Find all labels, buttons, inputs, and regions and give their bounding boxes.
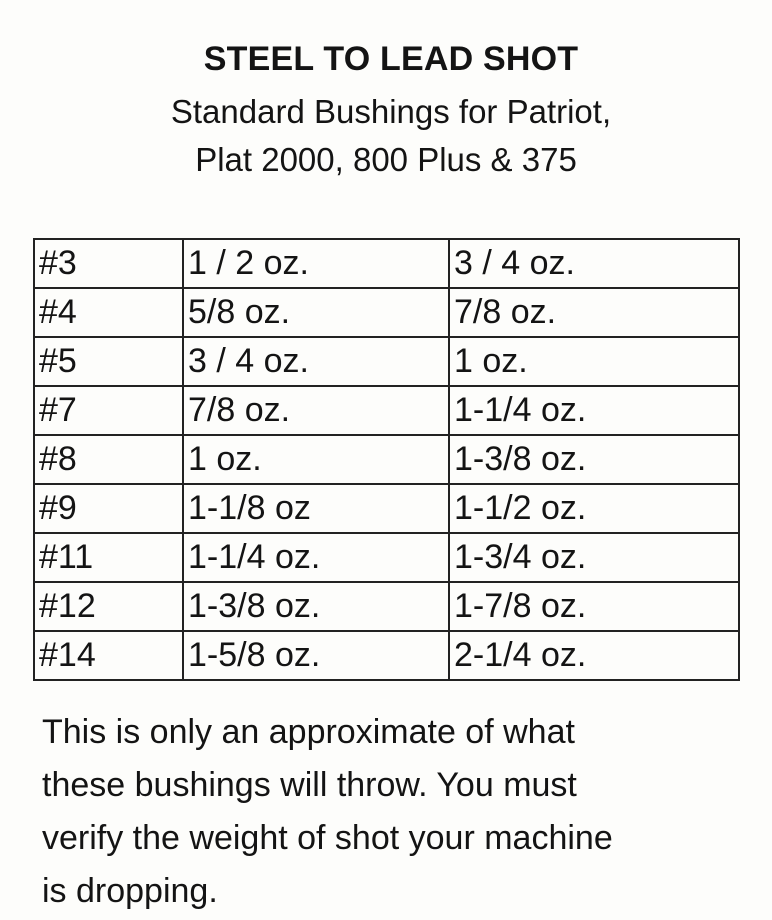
- steel-shot-cell: 3 / 4 oz.: [183, 337, 449, 386]
- lead-shot-cell: 2-1/4 oz.: [449, 631, 739, 680]
- bushing-cell: #7: [34, 386, 183, 435]
- table-row: [34, 484, 739, 533]
- steel-shot-cell: 7/8 oz.: [183, 386, 449, 435]
- table-row: [34, 337, 739, 386]
- steel-shot-cell: 1-3/8 oz.: [183, 582, 449, 631]
- steel-shot-cell: 5/8 oz.: [183, 288, 449, 337]
- lead-shot-cell: 1-7/8 oz.: [449, 582, 739, 631]
- table-row: [34, 533, 739, 582]
- table-row: [34, 582, 739, 631]
- bushing-cell: #5: [34, 337, 183, 386]
- bushing-cell: #14: [34, 631, 183, 680]
- table-row: [34, 386, 739, 435]
- table-row: [34, 435, 739, 484]
- lead-shot-cell: 1-3/4 oz.: [449, 533, 739, 582]
- table-row: [34, 239, 739, 288]
- subtitle-line-2: Plat 2000, 800 Plus & 375: [195, 141, 577, 178]
- lead-shot-cell: 3 / 4 oz.: [449, 239, 739, 288]
- lead-shot-cell: 1-1/4 oz.: [449, 386, 739, 435]
- steel-shot-cell: 1-1/8 oz: [183, 484, 449, 533]
- steel-shot-cell: 1-1/4 oz.: [183, 533, 449, 582]
- bushing-cell: #8: [34, 435, 183, 484]
- lead-shot-cell: 7/8 oz.: [449, 288, 739, 337]
- lead-shot-cell: 1-1/2 oz.: [449, 484, 739, 533]
- steel-shot-cell: 1 / 2 oz.: [183, 239, 449, 288]
- note-line: This is only an approximate of what: [42, 713, 575, 751]
- note-line: verify the weight of shot your machine: [42, 819, 613, 857]
- page-title: STEEL TO LEAD SHOT: [203, 40, 579, 78]
- note-line: is dropping.: [42, 872, 218, 910]
- table-row: [34, 288, 739, 337]
- note-line: these bushings will throw. You must: [42, 766, 577, 804]
- bushing-cell: #4: [34, 288, 183, 337]
- bushing-cell: #11: [34, 533, 183, 582]
- steel-shot-cell: 1 oz.: [183, 435, 449, 484]
- bushing-cell: #12: [34, 582, 183, 631]
- disclaimer-note: [42, 706, 742, 918]
- bushing-table: [33, 238, 740, 681]
- lead-shot-cell: 1 oz.: [449, 337, 739, 386]
- steel-shot-cell: 1-5/8 oz.: [183, 631, 449, 680]
- bushing-cell: #9: [34, 484, 183, 533]
- table-row: [34, 631, 739, 680]
- subtitle-line-1: Standard Bushings for Patriot,: [170, 93, 612, 130]
- bushing-cell: #3: [34, 239, 183, 288]
- lead-shot-cell: 1-3/8 oz.: [449, 435, 739, 484]
